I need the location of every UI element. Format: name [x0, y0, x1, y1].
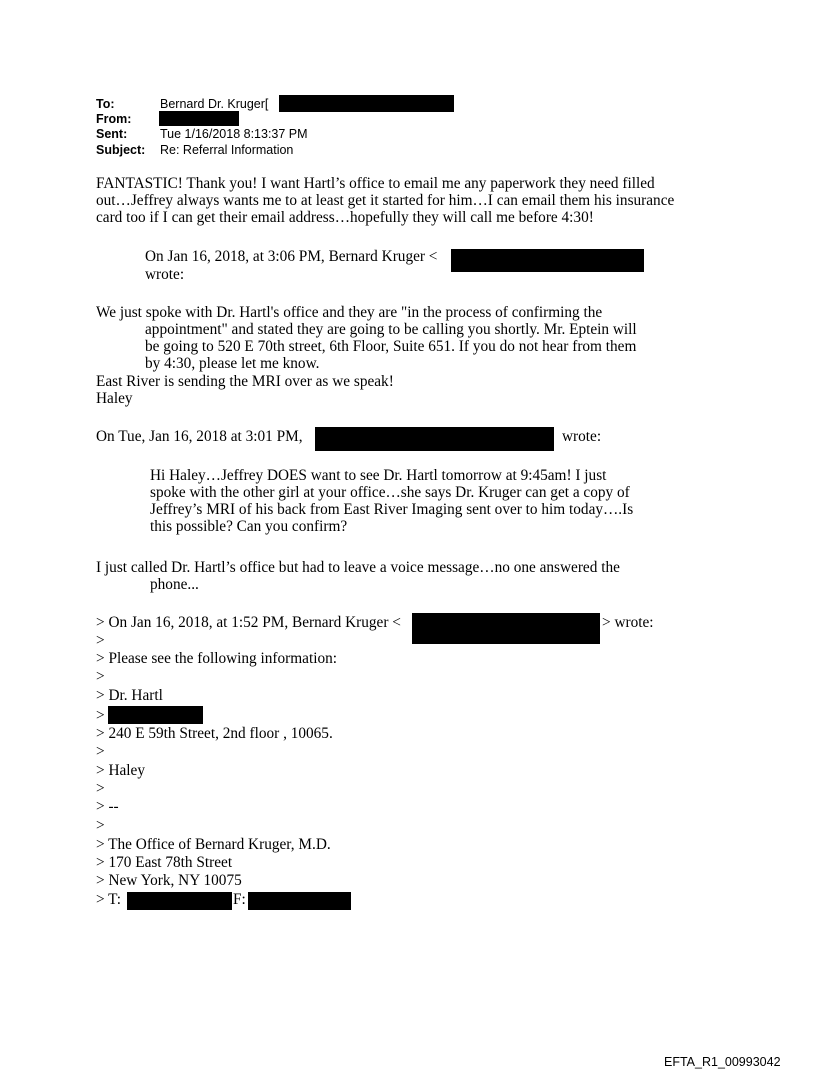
- quoted-line: >: [96, 668, 105, 685]
- body-line: East River is sending the MRI over as we speak!: [96, 373, 394, 390]
- subject-label: Subject:: [96, 143, 146, 157]
- body-line: be going to 520 E 70th street, 6th Floor, Suite 651. If you do not hear from them: [145, 338, 637, 355]
- body-line: Jeffrey’s MRI of his back from East River Imaging sent over to him today….Is: [150, 501, 634, 518]
- quoted-line: >: [96, 743, 105, 760]
- body-line: I just called Dr. Hartl’s office but had to leave a voice message…no one answered the: [96, 559, 620, 576]
- body-line: Hi Haley…Jeffrey DOES want to see Dr. Hartl tomorrow at 9:45am! I just: [150, 467, 607, 484]
- document-id: EFTA_R1_00993042: [664, 1055, 781, 1069]
- body-line: We just spoke with Dr. Hartl's office and they are "in the process of confirming the: [96, 304, 603, 321]
- sent-label: Sent:: [96, 127, 128, 141]
- redaction-block: [315, 427, 554, 451]
- quote-header: wrote:: [145, 266, 185, 283]
- quote-header: On Jan 16, 2018, at 3:06 PM, Bernard Kruger <: [145, 248, 438, 265]
- from-label: From:: [96, 112, 132, 126]
- quoted-line: > The Office of Bernard Kruger, M.D.: [96, 836, 331, 853]
- body-line: card too if I can get their email address…hopefully they will call me before 4:30!: [96, 209, 594, 226]
- quoted-line: >: [96, 780, 105, 797]
- to-value: Bernard Dr. Kruger[: [160, 97, 269, 111]
- quoted-line: >: [96, 632, 105, 649]
- quoted-line: > Please see the following information:: [96, 650, 338, 667]
- quoted-line: >: [96, 707, 105, 724]
- redaction-block: [451, 249, 644, 272]
- body-line: this possible? Can you confirm?: [150, 518, 348, 535]
- redaction-block: [127, 892, 232, 910]
- quote-header: > On Jan 16, 2018, at 1:52 PM, Bernard Kruger <: [96, 614, 401, 631]
- quoted-line: >: [96, 817, 105, 834]
- body-line: spoke with the other girl at your office…she says Dr. Kruger can get a copy of: [150, 484, 630, 501]
- quoted-line: > 240 E 59th Street, 2nd floor , 10065.: [96, 725, 333, 742]
- body-line: FANTASTIC! Thank you! I want Hartl’s office to email me any paperwork they need filled: [96, 175, 655, 192]
- quoted-line: > --: [96, 798, 119, 815]
- sent-value: Tue 1/16/2018 8:13:37 PM: [160, 127, 308, 141]
- quote-header: On Tue, Jan 16, 2018 at 3:01 PM,: [96, 428, 303, 445]
- redaction-block: [108, 706, 203, 724]
- subject-value: Re: Referral Information: [160, 143, 294, 157]
- redaction-block: [412, 613, 600, 644]
- quoted-line: F:: [233, 891, 246, 908]
- quoted-line: > Dr. Hartl: [96, 687, 163, 704]
- body-line: by 4:30, please let me know.: [145, 355, 320, 372]
- body-line: appointment" and stated they are going to be calling you shortly. Mr. Eptein will: [145, 321, 637, 338]
- quoted-line: > 170 East 78th Street: [96, 854, 233, 871]
- body-line: phone...: [150, 576, 199, 593]
- quoted-line: > Haley: [96, 762, 145, 779]
- redaction-block: [279, 95, 454, 112]
- quoted-line: > New York, NY 10075: [96, 872, 242, 889]
- quote-header: wrote:: [562, 428, 602, 445]
- signature: Haley: [96, 390, 133, 407]
- body-line: out…Jeffrey always wants me to at least get it started for him…I can email them his insurance: [96, 192, 675, 209]
- to-label: To:: [96, 97, 115, 111]
- quoted-line: > T:: [96, 891, 122, 908]
- redaction-block: [248, 892, 351, 910]
- redaction-block: [159, 111, 239, 126]
- quote-header: > wrote:: [602, 614, 654, 631]
